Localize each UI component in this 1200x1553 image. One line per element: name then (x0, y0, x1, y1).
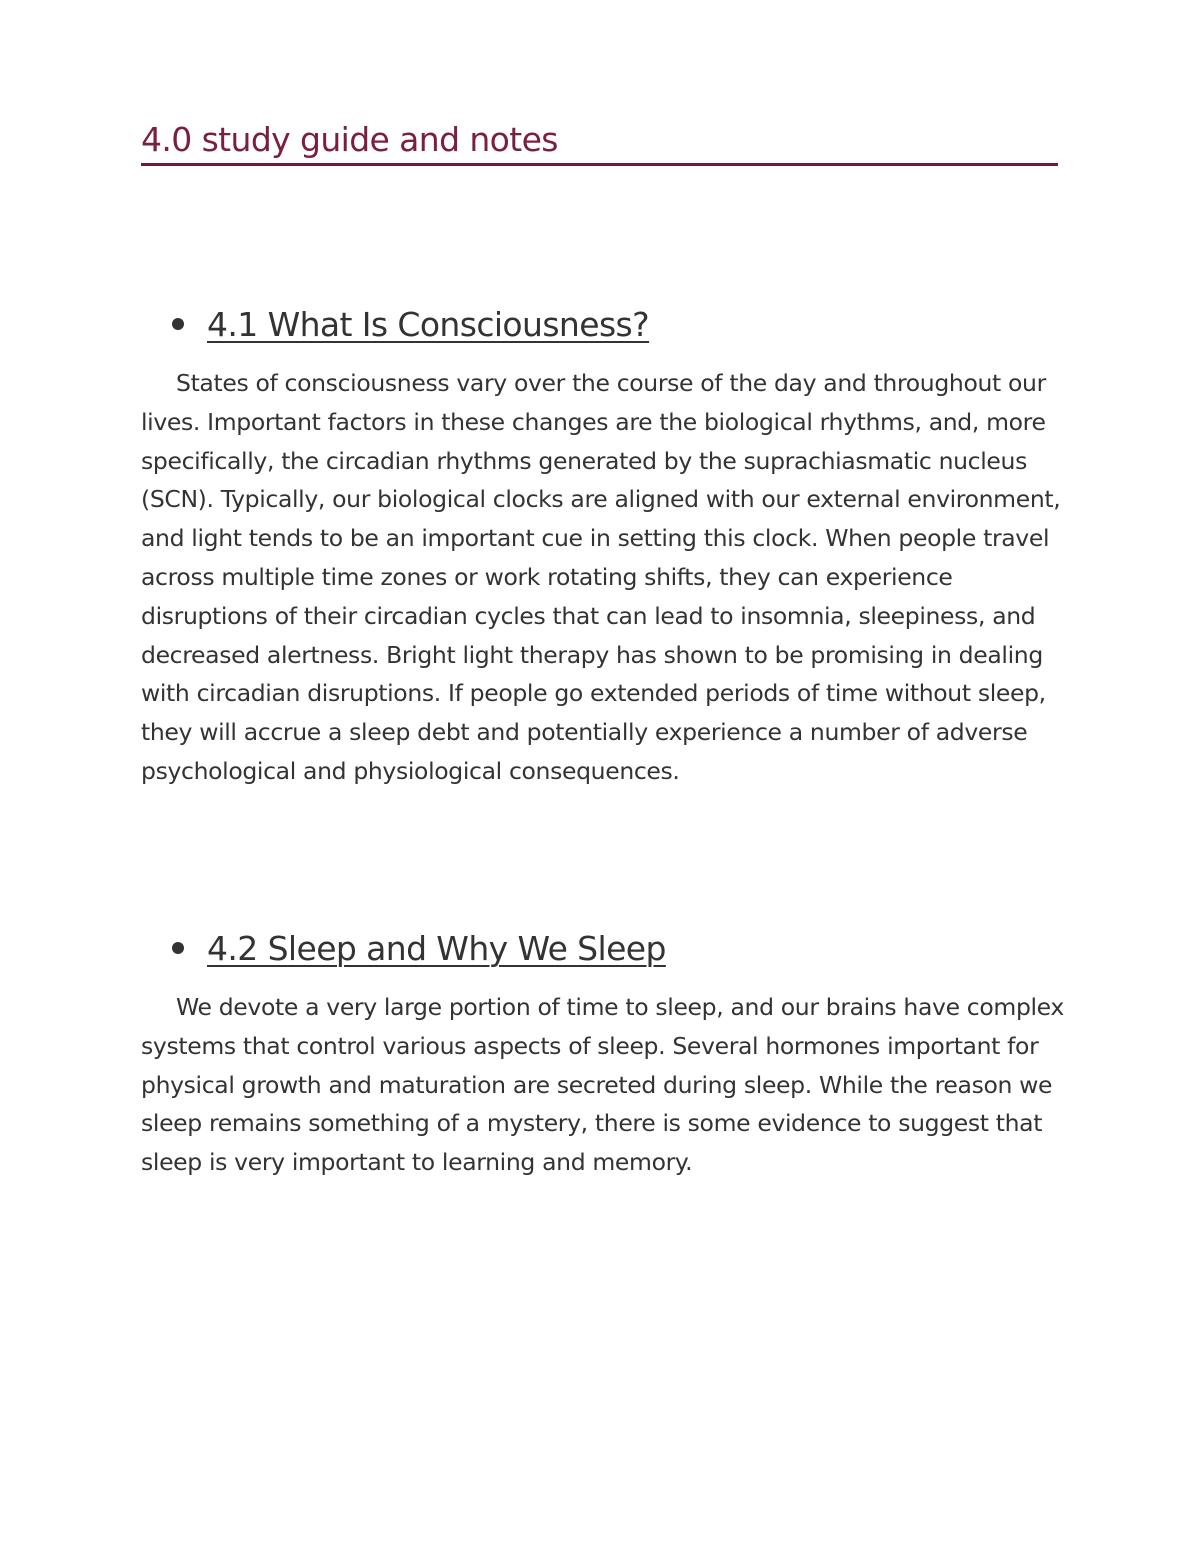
section-heading-text: 4.1 What Is Consciousness? (207, 305, 650, 344)
section-body-consciousness: States of consciousness vary over the course of the day and throughout our lives. Important factors in these changes are the biological rhythms, and, more specifically, the circadian rhythms generated by the suprachiasmatic nucleus (SCN). Typically, our biological clocks are aligned with our external environment, and light tends to be an important cue in setting this clock. When people travel across multiple time zones or work rotating shifts, they can experience disruptions of their circadian cycles that can lead to insomnia, sleepiness, and decreased alertness. Bright light therapy has shown to be promising in dealing with circadian disruptions. If people go extended periods of time without sleep, they will accrue a sleep debt and potentially experience a number of adverse psychological and physiological consequences. (141, 369, 1061, 785)
section-heading-text: 4.2 Sleep and Why We Sleep (207, 929, 666, 968)
section-heading-sleep (172, 927, 666, 971)
section-body-sleep: We devote a very large portion of time to sleep, and our brains have complex systems that control various aspects of sleep. Several hormones important for physical growth and maturation are secreted during sleep. While the reason we sleep remains something of a mystery, there is some evidence to suggest that sleep is very important to learning and memory. (141, 993, 1064, 1177)
section-heading-consciousness (172, 303, 649, 347)
bullet-icon (172, 318, 184, 330)
bullet-icon (172, 942, 184, 954)
document-title: 4.0 study guide and notes (141, 118, 1058, 166)
